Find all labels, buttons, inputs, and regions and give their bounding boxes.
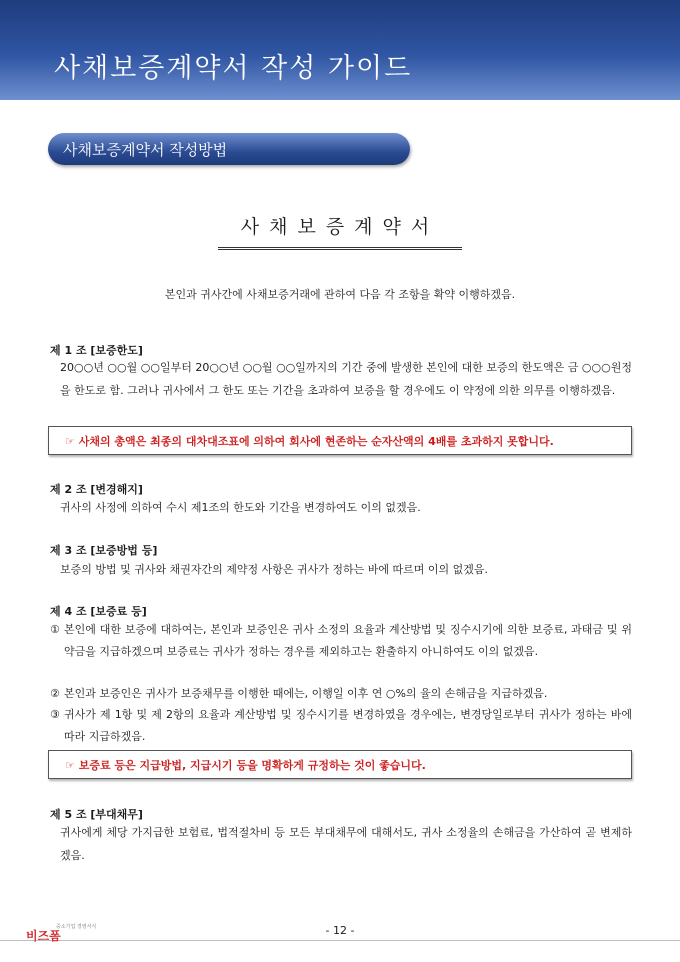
article-3-body: 보증의 방법 및 귀사와 채권자간의 제약정 사항은 귀사가 정하는 바에 따르며 이의 없겠음. bbox=[60, 563, 488, 576]
article-1-body: 20○○년 ○○월 ○○일부터 20○○년 ○○월 ○○일까지의 기간 중에 발생한 본인에 대한 보증의 한도액은 금 ○○○원정을 한도로 함. 그러나 귀사에서 그 한도 또는 기간을 초과하여 보증을 할 경우에도 이 약정에 의한 의무를 이행하겠음. bbox=[60, 361, 632, 397]
section-heading-label: 사채보증계약서 작성방법 bbox=[63, 141, 228, 159]
header-banner bbox=[0, 0, 680, 100]
article-4-title: 제 4 조 [보증료 등] bbox=[50, 605, 147, 618]
item-text: 본인과 보증인은 귀사가 보증채무를 이행한 때에는, 이행일 이후 연 ○%의 율의 손해금을 지급하겠음. bbox=[64, 687, 548, 700]
article-4-note bbox=[48, 750, 632, 779]
brand-logo-subtext: 중소기업 경영서식 bbox=[56, 924, 97, 930]
item-number: ③ bbox=[50, 708, 60, 721]
article-2-body: 귀사의 사정에 의하여 수시 제1조의 한도와 기간을 변경하여도 이의 없겠음. bbox=[60, 501, 421, 514]
article-1-title: 제 1 조 [보증한도] bbox=[50, 344, 143, 357]
article-1-note bbox=[48, 426, 632, 455]
page-number: - 12 - bbox=[325, 924, 355, 937]
item-text: 귀사가 제 1항 및 제 2항의 요율과 계산방법 및 징수시기를 변경하였을 경우에는, 변경당일로부터 귀사가 정하는 바에 따라 지급하겠음. bbox=[64, 708, 632, 743]
section-heading bbox=[48, 133, 410, 165]
brand-logo-text: 비즈폼 bbox=[26, 929, 61, 943]
article-4-item-2 bbox=[50, 683, 632, 705]
page-title: 사채보증계약서 작성 가이드 bbox=[54, 53, 413, 84]
document-title: 사채보증계약서 bbox=[218, 212, 462, 250]
article-4-item-1 bbox=[50, 619, 632, 663]
article-5-body: 귀사에게 체당 가지급한 보험료, 법적절차비 등 모든 부대채무에 대해서도, 귀사 소정율의 손해금을 가산하여 곧 변제하겠음. bbox=[60, 826, 632, 862]
item-number: ① bbox=[50, 623, 60, 636]
article-1-note-text: ☞ 사채의 총액은 최종의 대차대조표에 의하여 회사에 현존하는 순자산액의 4배를 초과하지 못합니다. bbox=[65, 435, 554, 448]
article-4-item-3 bbox=[50, 704, 632, 748]
article-3-title: 제 3 조 [보증방법 등] bbox=[50, 544, 158, 557]
article-5-title: 제 5 조 [부대채무] bbox=[50, 808, 143, 821]
brand-logo bbox=[26, 924, 97, 944]
document-intro: 본인과 귀사간에 사채보증거래에 관하여 다음 각 조항을 확약 이행하겠음. bbox=[164, 288, 516, 301]
footer-divider bbox=[0, 940, 680, 941]
article-4-note-text: ☞ 보증료 등은 지급방법, 지급시기 등을 명확하게 규정하는 것이 좋습니다. bbox=[65, 759, 426, 772]
article-2-title: 제 2 조 [변경해지] bbox=[50, 483, 143, 496]
item-text: 본인에 대한 보증에 대하여는, 본인과 보증인은 귀사 소정의 요율과 계산방법 및 징수시기에 의한 보증료, 과태금 및 위약금을 지급하겠으며 보증료는 귀사가 정하는 경우를 제외하고는 환출하지 아니하여도 이의 없겠음. bbox=[64, 623, 632, 658]
item-number: ② bbox=[50, 687, 60, 700]
